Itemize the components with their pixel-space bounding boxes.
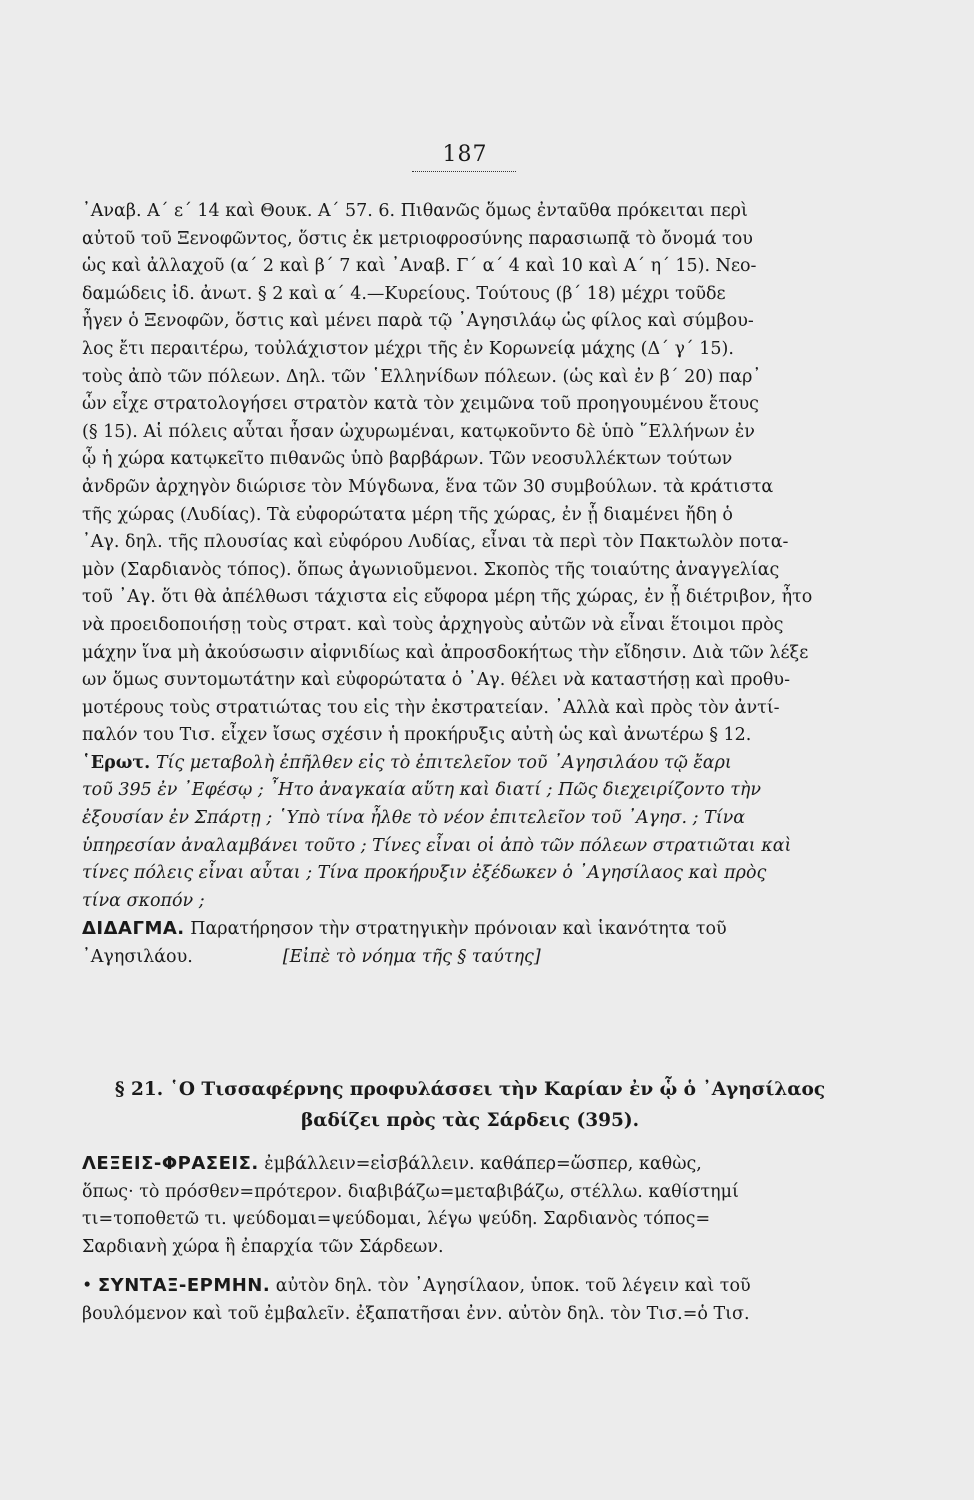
vocabulary-line (82, 1150, 852, 1179)
syntax-block (82, 1272, 852, 1328)
section-heading-line: § 21. ῾Ο Τισσαφέρνης προφυλάσσει τὴν Καρίαν ἐν ᾧ ὁ ᾽Αγησίλαος (114, 1079, 826, 1100)
commentary-line: ὧν εἶχε στρατολογήσει στρατὸν κατὰ τὸν χειμῶνα τοῦ προηγουμένου ἔτους (82, 394, 759, 415)
questions-line: τίνες πόλεις εἶναι αὗται ; Τίνα προκήρυξιν ἐξέδωκεν ὁ ᾽Αγησίλαος καὶ πρὸς (82, 863, 767, 884)
syntax-line: βουλόμενον καὶ τοῦ ἐμβαλεῖν. ἐξαπατῆσαι ἐνν. αὐτὸν δηλ. τὸν Τισ.=ὁ Τισ. (82, 1303, 750, 1324)
vocabulary-line: ὅπως· τὸ πρόσθεν=πρότερον. διαβιβάζω=μεταβιβάζω, στέλλω. καθίστημί (82, 1181, 739, 1202)
section-heading (100, 1074, 840, 1136)
commentary-block (82, 198, 852, 972)
syntax-label: ΣΥΝΤΑΞ-ΕΡΜΗΝ. (97, 1275, 271, 1296)
commentary-line: μάχην ἵνα μὴ ἀκούσωσιν αἰφνιδίως καὶ ἀπροσδοκήτως τὴν εἴδησιν. Διὰ τῶν λέξε (82, 642, 809, 663)
commentary-line: νὰ προειδοποιήσῃ τοὺς στρατ. καὶ τοὺς ἀρχηγοὺς αὐτῶν νὰ εἶναι ἕτοιμοι πρὸς (82, 614, 784, 635)
commentary-line: (§ 15). Αἱ πόλεις αὗται ἦσαν ὠχυρωμέναι, κατῳκοῦντο δὲ ὑπὸ ῞Ελλήνων ἐν (82, 421, 755, 442)
questions-label: ῾Ερωτ. (82, 752, 151, 773)
lesson-line (82, 915, 852, 944)
lesson-line2: ᾽Αγησιλάου. (82, 947, 193, 968)
lesson-text: Παρατήρησον τὴν στρατηγικὴν πρόνοιαν καὶ ἱκανότητα τοῦ (190, 919, 727, 940)
syntax-line: • ΣΥΝΤΑΞ-ΕΡΜΗΝ. αὐτὸν δηλ. τὸν ᾽Αγησίλαον, ὑποκ. τοῦ λέγειν καὶ τοῦ (82, 1275, 751, 1296)
commentary-line: ᾽Αγ. δηλ. τῆς πλουσίας καὶ εὐφόρου Λυδίας, εἶναι τὰ περὶ τὸν Πακτωλὸν ποτα- (82, 532, 789, 553)
commentary-line: ὡς καὶ ἀλλαχοῦ (α΄ 2 καὶ β΄ 7 καὶ ᾽Αναβ. Γ΄ α΄ 4 καὶ 10 καὶ Α΄ η΄ 15). Νεο- (82, 256, 757, 277)
lesson-line (82, 944, 852, 972)
questions-line: τίνα σκοπόν ; (82, 890, 205, 911)
questions-line: ἐξουσίαν ἐν Σπάρτῃ ; ῾Υπὸ τίνα ἦλθε τὸ νέον ἐπιτελεῖον τοῦ ᾽Αγησ. ; Τίνα (82, 808, 746, 829)
section-heading-line: βαδίζει πρὸς τὰς Σάρδεις (395). (300, 1110, 640, 1131)
commentary-line: τοὺς ἀπὸ τῶν πόλεων. Δηλ. τῶν ῾Ελληνίδων πόλεων. (ὡς καὶ ἐν β΄ 20) παρ᾽ (82, 366, 762, 387)
vocabulary-label: ΛΕΞΕΙΣ-ΦΡΑΣΕΙΣ. (82, 1153, 259, 1174)
commentary-line: παλόν του Τισ. εἶχεν ἴσως σχέσιν ἡ προκήρυξις αὐτὴ ὡς καὶ ἀνωτέρω § 12. (82, 725, 752, 746)
vocabulary-text: ἐμβάλλειν=εἰσβάλλειν. καθάπερ=ὥσπερ, καθὼς, (264, 1154, 702, 1174)
lesson-hint: [Εἰπὲ τὸ νόημα τῆς § ταύτης] (282, 947, 541, 968)
commentary-line: ων ὅμως συντομωτάτην καὶ εὐφορώτατα ὁ ᾽Αγ. θέλει νὰ καταστήσῃ καὶ προθυ- (82, 670, 790, 691)
questions-line: τοῦ 395 ἐν ᾽Εφέσῳ ; ῏Ητο ἀναγκαία αὕτη καὶ διατί ; Πῶς διεχειρίζοντο τὴν (82, 780, 762, 801)
commentary-line: αὐτοῦ τοῦ Ξενοφῶντος, ὅστις ἐκ μετριοφροσύνης παρασιωπᾷ τὸ ὄνομά του (82, 228, 753, 249)
commentary-line: λος ἔτι περαιτέρω, τοὐλάχιστον μέχρι τῆς ἐν Κορωνείᾳ μάχης (Δ΄ γ΄ 15). (82, 338, 734, 359)
vocabulary-block (82, 1150, 852, 1261)
page-number: 187 (442, 142, 488, 167)
lesson-label: ΔΙΔΑΓΜΑ. (82, 918, 185, 940)
syntax-text: αὐτὸν δηλ. τὸν ᾽Αγησίλαον, ὑποκ. τοῦ λέγειν καὶ τοῦ (275, 1276, 751, 1296)
questions-text: Τίς μεταβολὴ ἐπῆλθεν εἰς τὸ ἐπιτελεῖον τοῦ ᾽Αγησιλάου τῷ ἔαρι (155, 752, 732, 773)
vocabulary-line: τι=τοποθετῶ τι. ψεύδομαι=ψεύδομαι, λέγω ψεύδη. Σαρδιανὸς τόπος= (82, 1209, 711, 1230)
vocabulary-line: Σαρδιανὴ χώρα ἢ ἐπαρχία τῶν Σάρδεων. (82, 1236, 444, 1257)
commentary-line: μοτέρους τοὺς στρατιώτας του εἰς τὴν ἐκστρατείαν. ᾽Αλλὰ καὶ πρὸς τὸν ἀντί- (82, 697, 780, 718)
commentary-line: τῆς χώρας (Λυδίας). Τὰ εὐφορώτατα μέρη τῆς χώρας, ἐν ᾗ διαμένει ἤδη ὁ (82, 504, 733, 525)
commentary-line: τοῦ ᾽Αγ. ὅτι θὰ ἀπέλθωσι τάχιστα εἰς εὔφορα μέρη τῆς χώρας, ἐν ᾗ διέτριβον, ἦτο (82, 587, 813, 608)
commentary-line: ἦγεν ὁ Ξενοφῶν, ὅστις καὶ μένει παρὰ τῷ ᾽Αγησιλάῳ ὡς φίλος καὶ σύμβου- (82, 311, 754, 332)
commentary-line: ἀνδρῶν ἀρχηγὸν διώρισε τὸν Μύγδωνα, ἕνα τῶν 30 συμβούλων. τὰ κράτιστα (82, 476, 774, 497)
page-number-rule (412, 171, 516, 172)
commentary-line: ᾧ ἡ χώρα κατῳκεῖτο πιθανῶς ὑπὸ βαρβάρων. Τῶν νεοσυλλέκτων τούτων (82, 449, 733, 470)
commentary-line: μὸν (Σαρδιανὸς τόπος). ὅπως ἀγωνιοῦμενοι. Σκοπὸς τῆς τοιαύτης ἀναγγελίας (82, 559, 780, 580)
commentary-line: δαμώδεις ἰδ. ἀνωτ. § 2 καὶ α΄ 4.—Κυρείους. Τούτους (β΄ 18) μέχρι τοῦδε (82, 283, 726, 304)
questions-line: ὑπηρεσίαν ἀναλαμβάνει τοῦτο ; Τίνες εἶναι οἱ ἀπὸ τῶν πόλεων στρατιῶται καὶ (82, 835, 792, 856)
commentary-line: ᾽Αναβ. Α΄ ε΄ 14 καὶ Θουκ. Α΄ 57. 6. Πιθανῶς ὅμως ἐνταῦθα πρόκειται περὶ (82, 201, 748, 221)
questions-line (82, 750, 852, 778)
